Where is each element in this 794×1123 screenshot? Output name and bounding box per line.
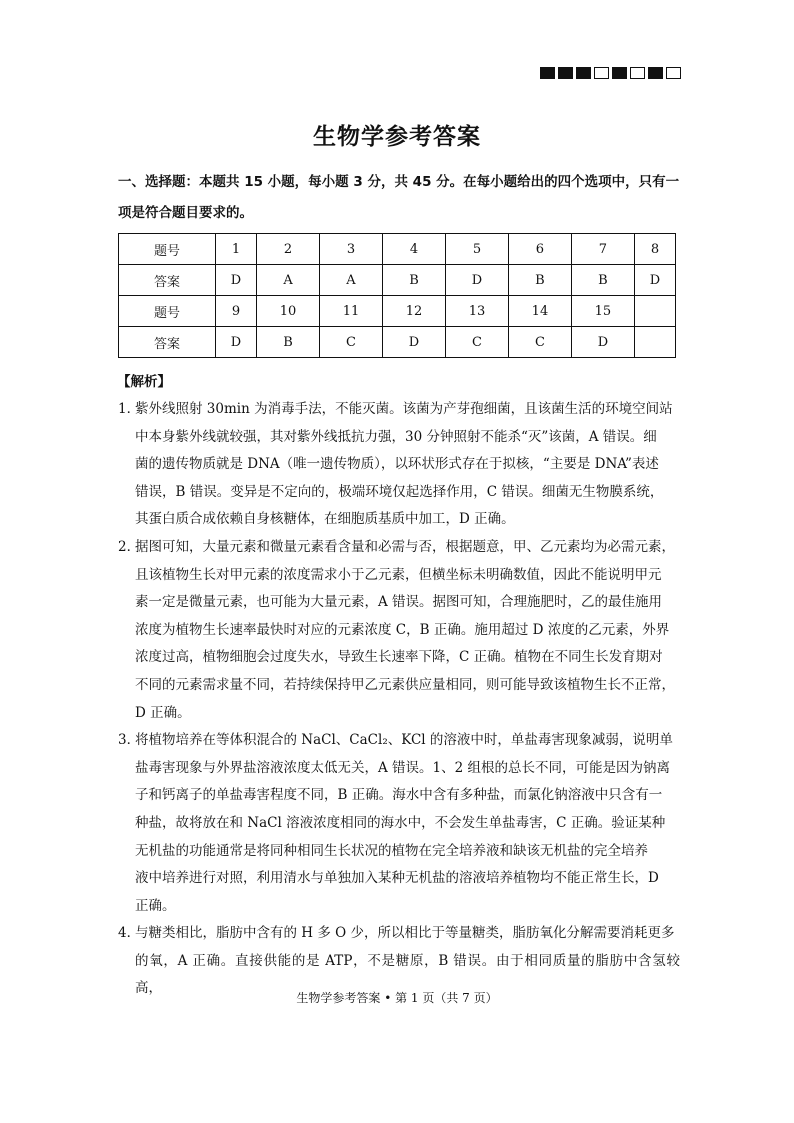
table-cell: B <box>257 327 320 358</box>
table-cell: D <box>382 327 445 358</box>
page-footer: 生物学参考答案 • 第 1 页（共 7 页） <box>296 991 498 1005</box>
table-cell: A <box>320 265 383 296</box>
page-marker-square <box>630 67 645 79</box>
explanation-number: 1． <box>118 401 141 417</box>
explanation-line: 正确。 <box>135 897 176 914</box>
table-cell: 6 <box>508 234 571 265</box>
explanation-number: 3． <box>118 732 141 749</box>
table-row <box>119 234 676 265</box>
table-cell: 3 <box>320 234 383 265</box>
table-cell: 14 <box>508 296 571 327</box>
row-header-cell: 题号 <box>119 234 216 265</box>
page-marker-square <box>666 67 681 79</box>
table-cell: 7 <box>571 234 634 265</box>
table-row <box>119 327 676 358</box>
table-cell: 2 <box>257 234 320 265</box>
explanation-item <box>118 727 680 920</box>
explanation-line: 与糖类相比，脂肪中含有的 H 多 O 少，所以相比于等量糖类，脂肪氧化分解需要消耗更多 <box>135 925 675 942</box>
table-cell: B <box>571 265 634 296</box>
table-cell: 4 <box>382 234 445 265</box>
explanation-line: 的氧，A 正确。直接供能的是 ATP，不是糖原，B 错误。由于相同质量的脂肪中含氢较高， <box>135 952 680 997</box>
explanation-text <box>135 727 680 920</box>
row-header-cell: 题号 <box>119 296 216 327</box>
table-row <box>119 265 676 296</box>
table-cell: 12 <box>382 296 445 327</box>
section-intro: 一、选择题：本题共 15 小题，每小题 3 分，共 45 分。在每小题给出的四个选项中，只有一项是符合题目要求的。 <box>118 174 680 221</box>
table-cell: 13 <box>445 296 508 327</box>
explanation-line: 且该植物生长对甲元素的浓度需求小于乙元素，但横坐标未明确数值，因此不能说明甲元 <box>135 566 662 583</box>
explanation-line: 将植物培养在等体积混合的 NaCl、CaCl₂、KCl 的溶液中时，单盐毒害现象减弱，说明单 <box>135 732 673 749</box>
explanation-line: 子和钙离子的单盐毒害程度不同，B 正确。海水中含有多种盐，而氯化钠溶液中只含有一 <box>135 787 663 804</box>
table-cell: B <box>508 265 571 296</box>
explanation-line: 不同的元素需求量不同，若持续保持甲乙元素供应量相同，则可能导致该植物生长不正常， <box>135 676 675 693</box>
page-marker-square <box>612 67 627 79</box>
table-cell: 9 <box>215 296 256 327</box>
explanation-number: 4． <box>118 925 141 942</box>
table-cell: A <box>257 265 320 296</box>
table-cell: D <box>215 327 256 358</box>
page-marker-square <box>540 67 555 79</box>
page-title: 生物学参考答案 <box>313 124 481 150</box>
table-cell: C <box>508 327 571 358</box>
explanation-line: 紫外线照射 30min 为消毒手法，不能灭菌。该菌为产芽孢细菌，且该菌生活的环境空间站 <box>135 401 673 417</box>
page-marker-squares <box>540 67 681 79</box>
table-cell <box>634 327 675 358</box>
explanation-line: 种盐，故将放在和 NaCl 溶液浓度相同的海水中，不会发生单盐毒害，C 正确。验证某种 <box>135 814 666 831</box>
explanation-line: 菌的遗传物质就是 DNA（唯一遗传物质），以环状形式存在于拟核，“主要是 DNA”表述 <box>135 456 659 473</box>
explanations <box>118 396 680 1003</box>
table-cell: D <box>445 265 508 296</box>
explanation-line: 浓度为植物生长速率最快时对应的元素浓度 C，B 正确。施用超过 D 浓度的乙元素，外界 <box>135 621 670 638</box>
page-marker-square <box>558 67 573 79</box>
table-cell: 15 <box>571 296 634 327</box>
explanation-line: D 正确。 <box>135 704 191 721</box>
table-cell: 10 <box>257 296 320 327</box>
explanation-line: 其蛋白质合成依赖自身核糖体，在细胞质基质中加工，D 正确。 <box>135 511 515 528</box>
table-cell: D <box>215 265 256 296</box>
explanation-item <box>118 534 680 727</box>
explanation-line: 盐毒害现象与外界盐溶液浓度太低无关，A 错误。1、2 组根的总长不同，可能是因为钠离 <box>135 759 671 776</box>
table-cell: D <box>634 265 675 296</box>
explanation-item <box>118 396 680 534</box>
table-row <box>119 296 676 327</box>
table-cell <box>634 296 675 327</box>
page-marker-square <box>576 67 591 79</box>
row-header-cell: 答案 <box>119 265 216 296</box>
explanation-line: 据图可知，大量元素和微量元素看含量和必需与否，根据题意，甲、乙元素均为必需元素， <box>135 538 675 555</box>
table-cell: C <box>445 327 508 358</box>
answer-table <box>118 233 676 358</box>
page-marker-square <box>648 67 663 79</box>
table-cell: C <box>320 327 383 358</box>
table-cell: 5 <box>445 234 508 265</box>
explanation-line: 浓度过高，植物细胞会过度失水，导致生长速率下降，C 正确。植物在不同生长发育期对 <box>135 649 663 666</box>
table-cell: D <box>571 327 634 358</box>
explanation-line: 无机盐的功能通常是将同种相同生长状况的植物在完全培养液和缺该无机盐的完全培养 <box>135 842 648 859</box>
table-cell: B <box>382 265 445 296</box>
explanation-line: 素一定是微量元素，也可能为大量元素，A 错误。据图可知，合理施肥时，乙的最佳施用 <box>135 594 663 611</box>
explanation-line: 中本身紫外线就较强，其对紫外线抵抗力强，30 分钟照射不能杀“灭”该菌，A 错误。细 <box>135 428 657 445</box>
analysis-heading: 【解析】 <box>117 374 171 390</box>
explanation-number: 2． <box>118 538 141 555</box>
explanation-text <box>135 534 680 727</box>
table-cell: 8 <box>634 234 675 265</box>
page-marker-square <box>594 67 609 79</box>
explanation-text <box>135 396 680 534</box>
explanation-line: 错误，B 错误。变异是不定向的，极端环境仅起选择作用，C 错误。细菌无生物膜系统， <box>135 483 664 500</box>
explanation-line: 液中培养进行对照，利用清水与单独加入某种无机盐的溶液培养植物均不能正常生长，D <box>135 870 659 887</box>
table-cell: 11 <box>320 296 383 327</box>
row-header-cell: 答案 <box>119 327 216 358</box>
table-cell: 1 <box>215 234 256 265</box>
